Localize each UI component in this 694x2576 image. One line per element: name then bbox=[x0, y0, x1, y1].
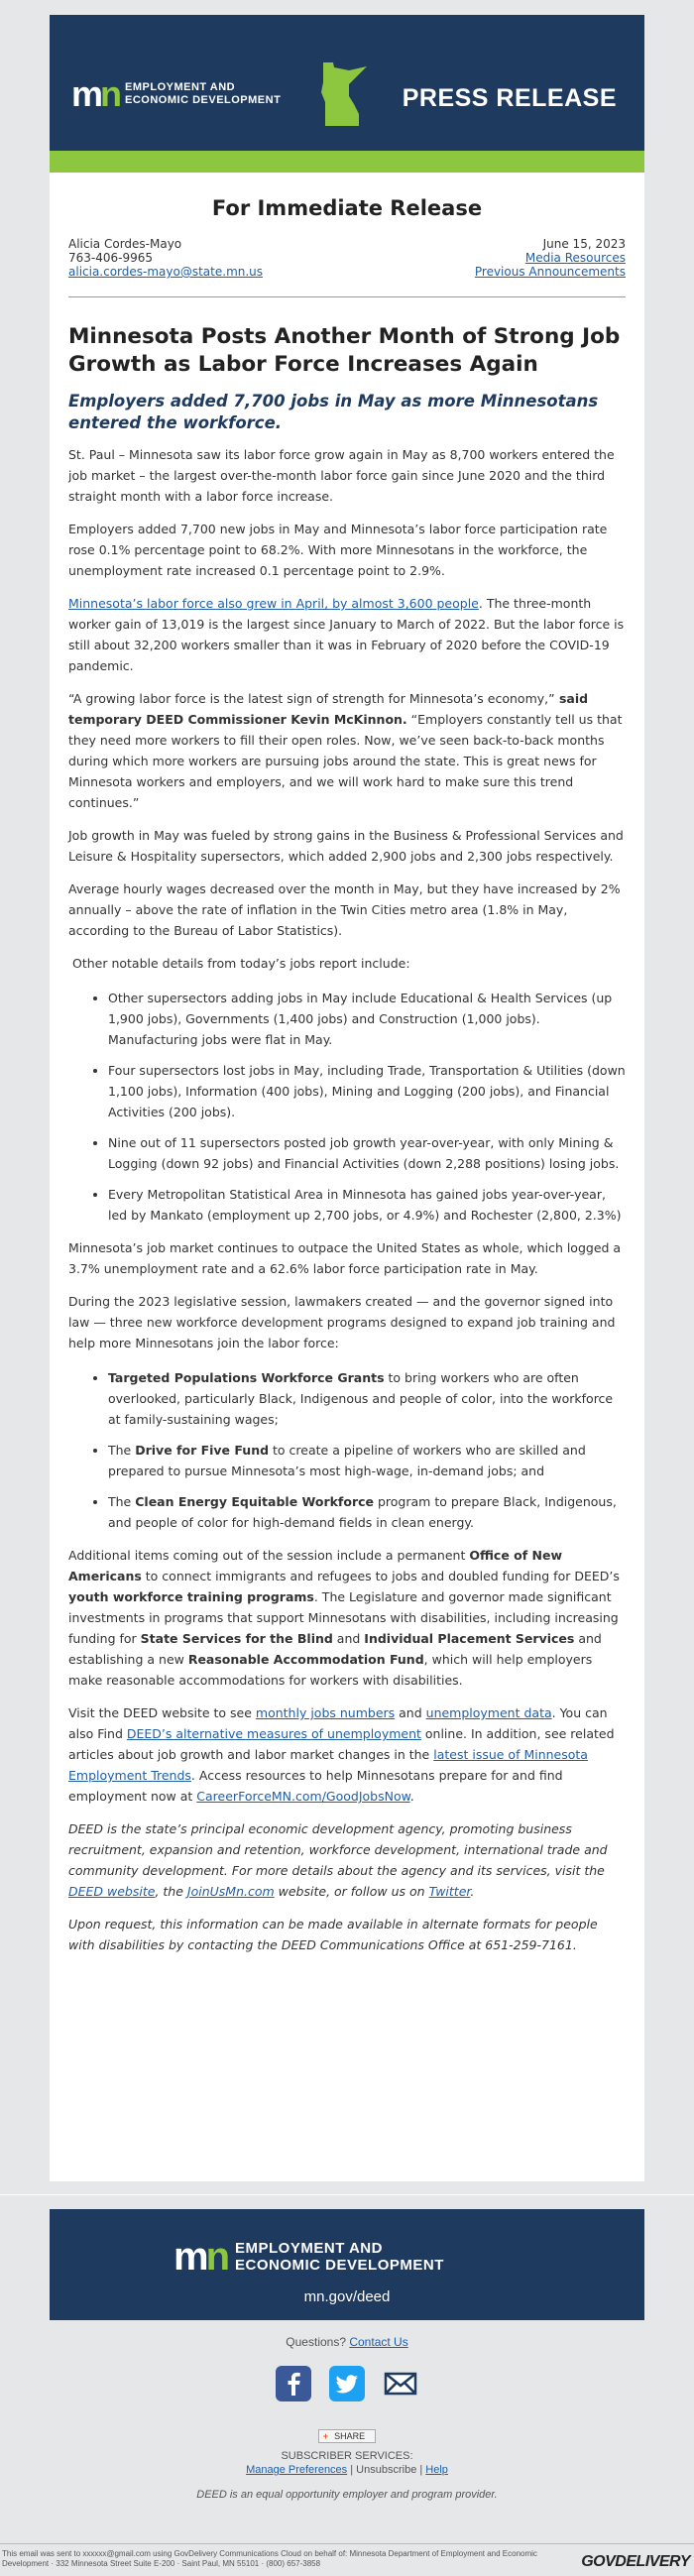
list-item bbox=[108, 1491, 626, 1533]
paragraph-3-text: . The three-month worker gain of 13,019 is the largest since January to March of 2022. But the labor force is still about 32,200 workers smaller than it was in February of 2020 before the COVID-19 pandemic. bbox=[68, 596, 625, 673]
alternative-measures-link[interactable]: DEED’s alternative measures of unemployment bbox=[126, 1726, 421, 1741]
text-span: Additional items coming out of the session include a permanent bbox=[68, 1548, 470, 1563]
media-resources-link[interactable]: Media Resources bbox=[524, 251, 626, 265]
program-pre: The bbox=[108, 1443, 136, 1458]
release-date: June 15, 2023 bbox=[542, 237, 626, 251]
quote-start: “A growing labor force is the latest sign of strength for Minnesota’s economy,” bbox=[68, 691, 555, 706]
paragraph-7: Other notable details from today’s jobs report include: bbox=[68, 956, 410, 971]
logo-line-1: EMPLOYMENT AND bbox=[235, 2240, 383, 2257]
deed-logo bbox=[71, 73, 282, 114]
careerforce-link[interactable]: CareerForceMN.com/GoodJobsNow bbox=[196, 1789, 410, 1804]
text-span: , the bbox=[155, 1884, 187, 1899]
bold-span: youth workforce training programs bbox=[68, 1589, 314, 1604]
text-span: online. In addition, see related articles about job growth and labor market changes in the bbox=[68, 1726, 615, 1762]
paragraph-1: St. Paul – Minnesota saw its labor force grow again in May as 8,700 workers entered the job market – the largest over-the-month labor force gain since June 2020 and the third straight month with a labor force increase. bbox=[68, 447, 615, 504]
social-icons bbox=[0, 2365, 694, 2402]
subheadline: Employers added 7,700 jobs in May as more Minnesotans entered the workforce. bbox=[68, 392, 599, 432]
bold-span: State Services for the Blind bbox=[140, 1631, 333, 1646]
text-span: to connect immigrants and refugees to jobs and doubled funding for DEED’s bbox=[141, 1569, 620, 1583]
logo-text bbox=[125, 81, 281, 107]
list-item: • Nine out of 11 supersectors posted job growth year-over-year, with only Mining & Logging (down 92 jobs) and Financial Activities (down 2,288 positions) losing jobs. bbox=[108, 1132, 626, 1174]
bold-span: Individual Placement Services bbox=[364, 1631, 575, 1646]
fine-print: This email was sent to xxxxxx@gmail.com using GovDelivery Communications Cloud on behalf of: Minnesota Department of Employment and Economic Development · 332 Minnesota Street Suite E-200 · Saint Paul, MN 55101 · (800) 657-3858 bbox=[2, 2549, 537, 2568]
header-banner bbox=[50, 15, 644, 151]
text-span: . You can also Find bbox=[68, 1705, 608, 1741]
share-button[interactable] bbox=[318, 2429, 376, 2443]
release-content bbox=[50, 198, 644, 1955]
footer-banner bbox=[50, 2209, 644, 2320]
twitter-link[interactable]: Twitter bbox=[428, 1884, 471, 1899]
separator: | bbox=[419, 2464, 426, 2476]
text-span: . Access resources to help Minnesotans prepare for and find employment now at bbox=[68, 1768, 563, 1804]
quote-rest: “Employers constantly tell us that they need more workers to fill their open roles. Now, we’ve seen back-to-back months during which more workers are pursuing jobs around the state. This is great news for Minnesota workers and employers, and we will work hard to make sure this trend continues.” bbox=[68, 712, 623, 810]
divider bbox=[68, 296, 626, 297]
headline: Minnesota Posts Another Month of Strong Job Growth as Labor Force Increases Again bbox=[68, 324, 621, 377]
govdelivery-logo[interactable]: GOVDELIVERY bbox=[581, 2553, 690, 2570]
divider bbox=[0, 2543, 694, 2544]
paragraph-2: Employers added 7,700 new jobs in May and Minnesota’s labor force participation rate rose 0.1% percentage point to 68.2%. With more Minnesotans in the workforce, the unemployment rate increased 0.1 percentage point to 2.9%. bbox=[68, 522, 608, 578]
text-span: and bbox=[332, 1631, 365, 1646]
subscriber-links bbox=[0, 2463, 694, 2477]
programs-list bbox=[68, 1367, 626, 1533]
unsubscribe-link[interactable]: Unsubscribe bbox=[356, 2464, 417, 2476]
logo-line-2: ECONOMIC DEVELOPMENT bbox=[235, 2257, 444, 2274]
logo-mark: mn bbox=[174, 2235, 228, 2279]
text-span: and establishing a new bbox=[68, 1631, 602, 1667]
plus-icon: + bbox=[322, 2431, 329, 2441]
questions-label: Questions? bbox=[286, 2335, 346, 2349]
paragraph-10 bbox=[68, 1545, 626, 1691]
deed-website-link[interactable]: DEED website bbox=[68, 1884, 156, 1899]
list-item: • Other supersectors adding jobs in May include Educational & Health Services (up 1,900 jobs), Governments (1,400 jobs) and Construction (1,000 jobs). Manufacturing jobs were flat in May. bbox=[108, 988, 626, 1050]
unemployment-data-link[interactable]: unemployment data bbox=[425, 1705, 552, 1720]
quote-attribution: said temporary DEED Commissioner Kevin McKinnon. bbox=[68, 691, 589, 727]
bold-span: Office of New Americans bbox=[68, 1548, 563, 1583]
contact-right bbox=[475, 237, 626, 279]
program-name: Drive for Five Fund bbox=[135, 1443, 270, 1458]
paragraph-6: Average hourly wages decreased over the month in May, but they have increased by 2% annually – above the rate of inflation in the Twin Cities metro area (1.8% in May, according to the Bureau of Labor Statistics). bbox=[68, 881, 621, 938]
program-desc: to bring workers who are often overlooked, particularly Black, Indigenous and people of color, into the workforce at family-sustaining wages; bbox=[108, 1370, 614, 1427]
program-pre: The bbox=[108, 1494, 136, 1509]
text-span: . The Legislature and governor made significant investments in programs that support Minnesotans with disabilities, including increasing funding for bbox=[68, 1589, 619, 1646]
email-icon[interactable] bbox=[382, 2365, 419, 2402]
details-list bbox=[68, 988, 626, 1226]
paragraph-5: Job growth in May was fueled by strong gains in the Business & Professional Services and Leisure & Hospitality supersectors, which added 2,900 jobs and 2,300 jobs respectively. bbox=[68, 828, 624, 864]
twitter-icon[interactable] bbox=[328, 2365, 366, 2402]
paragraph-8: Minnesota’s job market continues to outpace the United States as whole, which logged a 3.7% unemployment rate and a 62.6% labor force participation rate in May. bbox=[68, 1240, 622, 1276]
contact-email-link[interactable]: alicia.cordes-mayo@state.mn.us bbox=[68, 265, 264, 279]
paragraph-11 bbox=[68, 1702, 626, 1807]
text-span: , which will help employers make reasonable accommodations for workers with disabilities. bbox=[68, 1652, 593, 1688]
monthly-jobs-link[interactable]: monthly jobs numbers bbox=[255, 1705, 396, 1720]
paragraph-9: During the 2023 legislative session, lawmakers created — and the governor signed into law — three new workforce development programs designed to expand job training and help more Minnesotans join the labor force: bbox=[68, 1294, 616, 1350]
text-span: website, or follow us on bbox=[274, 1884, 429, 1899]
footer-url[interactable]: mn.gov/deed bbox=[303, 2288, 391, 2305]
footer-logo bbox=[174, 2237, 444, 2277]
contact-block bbox=[68, 237, 626, 279]
logo-mark: mn bbox=[71, 73, 120, 114]
list-item bbox=[108, 1367, 626, 1430]
paragraph-quote bbox=[68, 688, 626, 813]
press-release-title: PRESS RELEASE bbox=[402, 84, 617, 112]
text-span: . bbox=[470, 1884, 475, 1899]
program-name: Targeted Populations Workforce Grants bbox=[108, 1370, 385, 1385]
previous-announcements-link[interactable]: Previous Announcements bbox=[474, 265, 626, 279]
logo-text bbox=[235, 2240, 444, 2274]
divider bbox=[0, 2194, 694, 2195]
list-item: • Every Metropolitan Statistical Area in Minnesota has gained jobs year-over-year, led by Mankato (employment up 2,700 jobs, or 4.9%) and Rochester (2,800, 2.3%) bbox=[108, 1184, 626, 1226]
joinusmn-link[interactable]: JoinUsMn.com bbox=[186, 1884, 275, 1899]
text-span: and bbox=[395, 1705, 426, 1720]
program-name: Clean Energy Equitable Workforce bbox=[135, 1494, 375, 1509]
paragraph-accessibility: Upon request, this information can be made available in alternate formats for people with disabilities by contacting the DEED Communications Office at 651-259-7161. bbox=[68, 1917, 598, 1952]
contact-left bbox=[68, 237, 263, 279]
contact-us-link[interactable]: Contact Us bbox=[349, 2335, 408, 2349]
logo-line-2: ECONOMIC DEVELOPMENT bbox=[125, 94, 282, 106]
manage-preferences-link[interactable]: Manage Preferences bbox=[246, 2464, 348, 2476]
minnesota-state-icon bbox=[319, 62, 369, 126]
paragraph-about bbox=[68, 1818, 626, 1902]
equal-opportunity-note: DEED is an equal opportunity employer and program provider. bbox=[196, 2489, 498, 2501]
green-accent-bar bbox=[50, 151, 644, 173]
contact-phone: 763-406-9965 bbox=[68, 251, 154, 265]
text-span: Visit the DEED website to see bbox=[68, 1705, 256, 1720]
list-item bbox=[108, 1440, 626, 1481]
questions-line bbox=[0, 2335, 694, 2349]
employment-trends-link[interactable]: latest issue of Minnesota Employment Trends bbox=[68, 1747, 588, 1783]
bold-span: Reasonable Accommodation Fund bbox=[187, 1652, 424, 1667]
subscriber-label: SUBSCRIBER SERVICES: bbox=[281, 2450, 413, 2462]
program-desc: program to prepare Black, Indigenous, and people of color for high-demand fields in clean energy. bbox=[108, 1494, 617, 1530]
separator: | bbox=[350, 2464, 357, 2476]
press-release-card bbox=[50, 15, 644, 2181]
text-span: . bbox=[409, 1789, 414, 1804]
contact-name: Alicia Cordes-Mayo bbox=[68, 237, 182, 251]
logo-line-1: EMPLOYMENT AND bbox=[125, 81, 236, 93]
share-area bbox=[0, 2426, 694, 2444]
facebook-icon[interactable] bbox=[275, 2365, 312, 2402]
paragraph-3 bbox=[68, 593, 626, 676]
list-item: • Four supersectors lost jobs in May, including Trade, Transportation & Utilities (down 1,100 jobs), Information (400 jobs), Mining and Logging (200 jobs), and Financial Activities (200 jobs). bbox=[108, 1060, 626, 1122]
immediate-release-heading: For Immediate Release bbox=[211, 196, 483, 220]
april-labor-force-link[interactable]: Minnesota’s labor force also grew in April, by almost 3,600 people bbox=[68, 596, 479, 611]
help-link[interactable]: Help bbox=[425, 2464, 448, 2476]
share-label: SHARE bbox=[334, 2431, 366, 2441]
program-desc: to create a pipeline of workers who are skilled and prepared to pursue Minnesota’s most high-wage, in-demand jobs; and bbox=[108, 1443, 586, 1478]
subscriber-services bbox=[0, 2449, 694, 2477]
text-span: DEED is the state’s principal economic development agency, promoting business recruitment, expansion and retention, workforce development, international trade and community development. For more details about the agency and its services, visit the bbox=[68, 1821, 608, 1878]
